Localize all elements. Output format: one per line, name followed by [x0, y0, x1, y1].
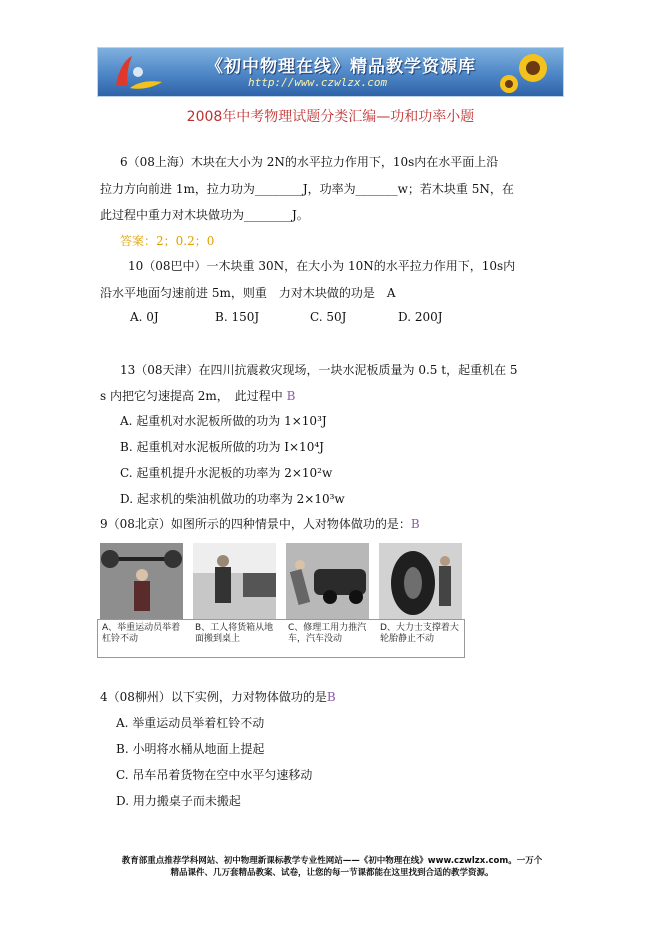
q13-option-a: A. 起重机对水泥板所做的功为 1×10³J	[120, 414, 327, 428]
footer-line-1: 教育部重点推荐学科网站、初中物理新课标教学专业性网站——《初中物理在线》www.czwlzx.com。一万个	[121, 856, 543, 866]
q13-option-b: B. 起重机对水泥板所做的功为 I×10⁴J	[120, 440, 324, 454]
page-footer	[92, 855, 572, 879]
q10-option-a: A. 0J	[130, 310, 159, 324]
site-logo-icon	[108, 52, 166, 92]
q13-option-c: C. 起重机提升水泥板的功率为 2×10²w	[120, 466, 333, 480]
caption-b: B、工人将货箱从地面搬到桌上	[195, 623, 274, 644]
q4-answer-mark: B	[326, 690, 336, 704]
q6-line-2: 拉力方向前进 1m，拉力功为________J，功率为_______w；若木块重 5N，在	[100, 182, 514, 196]
caption-c: C、修理工用力推汽车，汽车没动	[288, 623, 367, 644]
q10-option-c: C. 50J	[310, 310, 347, 324]
q13-line-2: s 内把它匀速提高 2m， 此过程中 B	[100, 389, 296, 403]
photo-tire	[379, 543, 462, 619]
site-banner	[97, 47, 564, 97]
q10-line-2: 沿水平地面匀速前进 5m，则重 力对木块做的功是 A	[100, 286, 396, 300]
caption-a: A、举重运动员举着杠铃不动	[102, 623, 181, 644]
photo-push-car	[286, 543, 369, 619]
photo-worker-box	[193, 543, 276, 619]
sunflower-icon	[495, 48, 555, 96]
q10-option-b: B. 150J	[215, 310, 260, 324]
q13-answer-mark: B	[286, 389, 296, 403]
q6-line-3: 此过程中重力对木块做功为________J。	[100, 208, 309, 222]
q4-text: 4（08柳州）以下实例，力对物体做功的是B	[100, 690, 336, 704]
document-title: 2008年中考物理试题分类汇编—功和功率小题	[186, 109, 475, 125]
q9-text: 9（08北京）如图所示的四种情景中，人对物体做功的是：B	[100, 517, 420, 531]
q4-option-b: B. 小明将水桶从地面上提起	[116, 742, 265, 756]
q4-option-d: D. 用力搬桌子而未搬起	[116, 794, 241, 808]
banner-url[interactable]: http://www.czwlzx.com	[248, 76, 388, 89]
q6-line-1: 6（08上海）木块在大小为 2N的水平拉力作用下，10s内在水平面上沿	[120, 155, 499, 169]
q13-option-d: D. 起求机的柴油机做功的功率为 2×10³w	[120, 492, 345, 506]
q6-answer: 答案：2；0.2；0	[120, 234, 215, 248]
caption-d: D、大力士支撑着大轮胎静止不动	[380, 623, 459, 644]
q13-line-1: 13（08天津）在四川抗震救灾现场，一块水泥板质量为 0.5 t，起重机在 5	[120, 363, 518, 377]
q9-answer-mark: B	[410, 517, 420, 531]
banner-title: 《初中物理在线》精品教学资源库	[206, 57, 476, 77]
q10-line-1: 10（08巴中）一木块重 30N，在大小为 10N的水平拉力作用下，10s内	[128, 259, 516, 273]
q4-option-c: C. 吊车吊着货物在空中水平匀速移动	[116, 768, 313, 782]
photo-weightlifter	[100, 543, 183, 619]
footer-line-2: 精品课件、几万套精品教案、试卷，让您的每一节课都能在这里找到合适的教学资源。	[170, 868, 494, 878]
q10-option-d: D. 200J	[398, 310, 443, 324]
q4-option-a: A. 举重运动员举着杠铃不动	[116, 716, 265, 730]
